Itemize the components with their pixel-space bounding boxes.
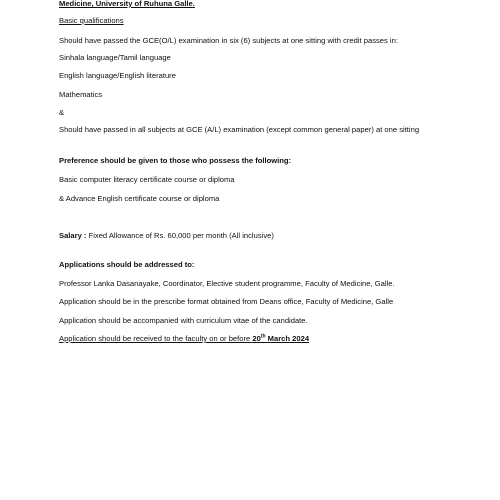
preference-item: & Advance English certificate course or diploma <box>59 194 220 203</box>
salary-label: Salary : <box>59 231 87 240</box>
salary-value: Fixed Allowance of Rs. 60,000 per month (All inclusive) <box>88 231 274 240</box>
basic-qualifications-heading: Basic qualifications <box>59 16 124 25</box>
al-requirement: Should have passed in all subjects at GCE (A/L) examination (except common general paper) at one sitting <box>59 125 420 134</box>
header-fragment: Medicine, University of Ruhuna Galle. <box>59 0 195 8</box>
subject-item: Sinhala language/Tamil language <box>59 53 171 62</box>
subject-item: Mathematics <box>59 90 103 99</box>
ampersand: & <box>59 108 65 117</box>
preference-item: Basic computer literacy certificate course or diploma <box>59 175 235 184</box>
deadline-date <box>252 334 309 343</box>
subject-item: English language/English literature <box>59 71 176 80</box>
format-line: Application should be in the prescribe format obtained from Deans office, Faculty of Medicine, Galle <box>59 297 394 306</box>
preference-heading: Preference should be given to those who possess the following: <box>59 156 292 165</box>
cv-line: Application should be accompanied with curriculum vitae of the candidate. <box>59 316 308 325</box>
deadline-day: 20 <box>252 334 261 343</box>
deadline-suffix: th <box>260 333 266 340</box>
ol-requirement: Should have passed the GCE(O/L) examination in six (6) subjects at one sitting with credit passes in: <box>59 36 398 45</box>
deadline-line <box>59 334 309 344</box>
deadline-month-year: March 2024 <box>267 334 310 343</box>
deadline-prefix: Application should be received to the faculty on or before <box>59 334 251 343</box>
address-line: Professor Lanka Dasanayake, Coordinator, Elective student programme, Faculty of Medicine, Galle. <box>59 279 395 288</box>
applications-heading: Applications should be addressed to: <box>59 260 195 269</box>
salary-line <box>59 231 274 241</box>
